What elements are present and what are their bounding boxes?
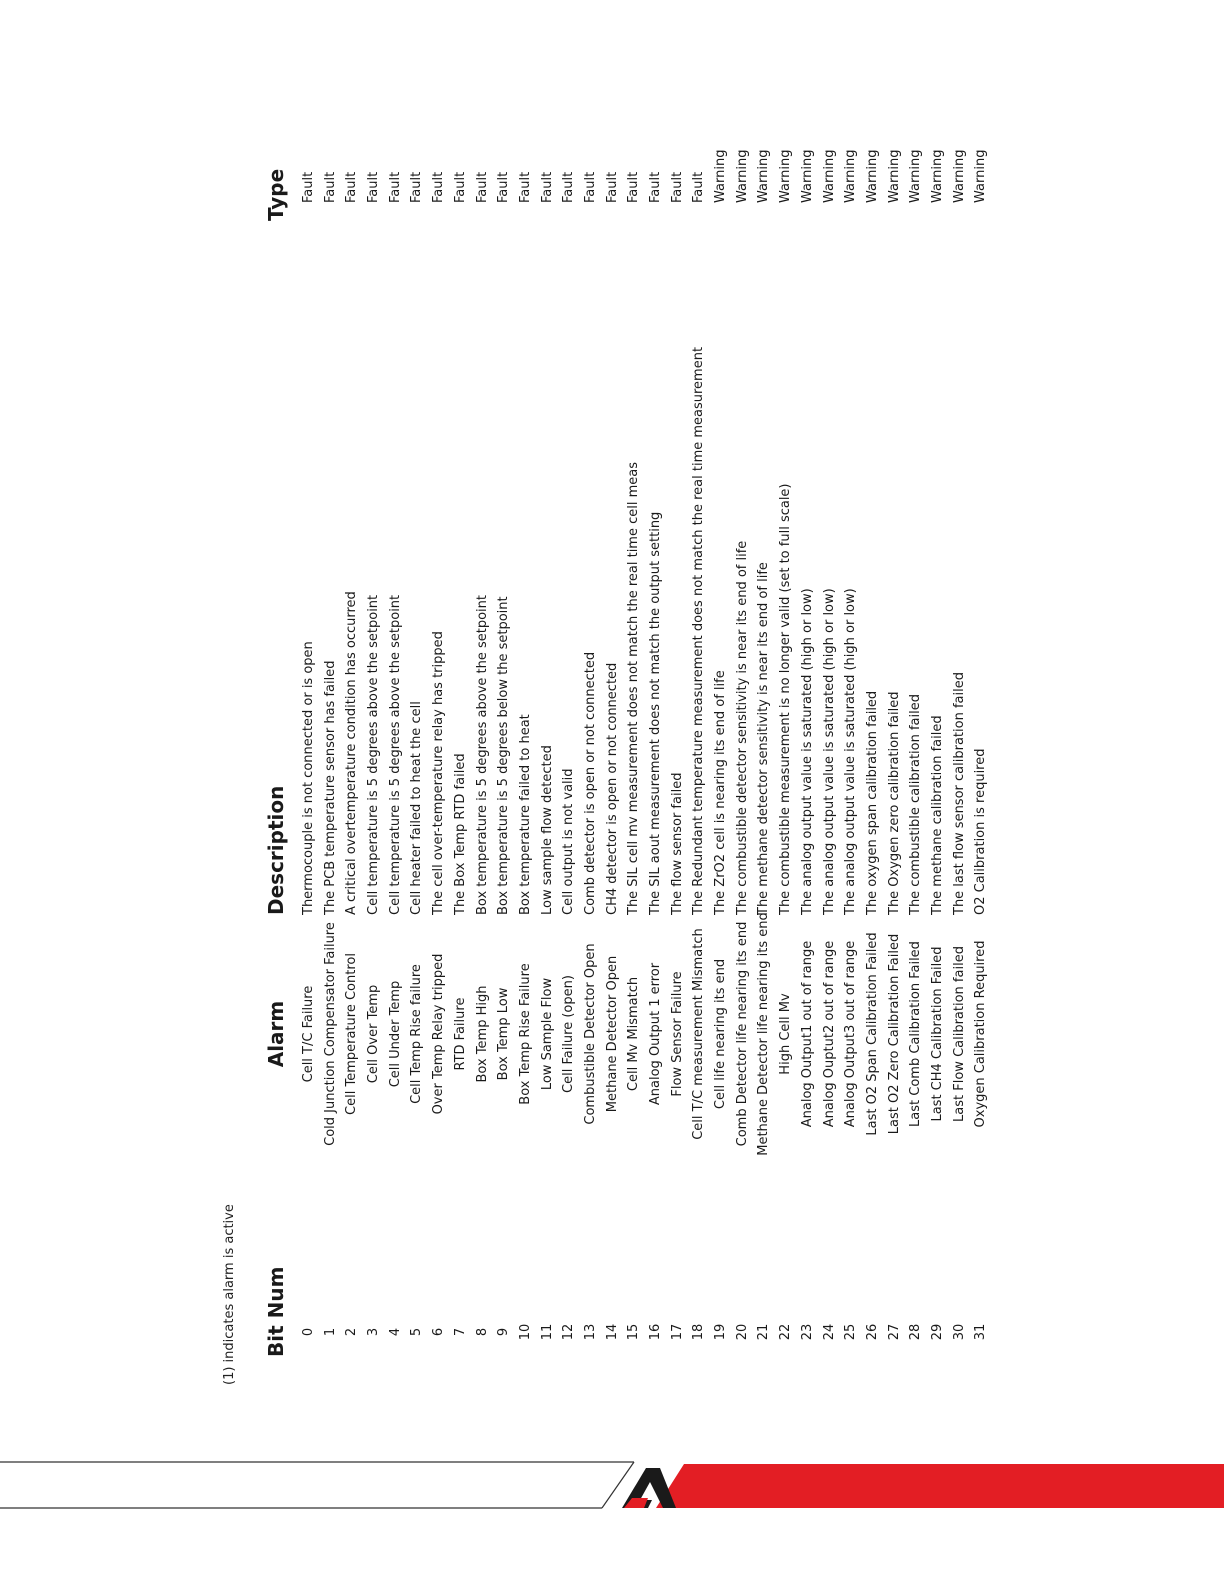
description-cell: Box temperature is 5 degrees above the setpoint <box>474 594 490 915</box>
table-row <box>862 85 884 1385</box>
type-cell: Fault <box>431 171 447 203</box>
bit-num-cell: 16 <box>648 1323 663 1341</box>
table-row <box>406 85 428 1385</box>
description-cell: The combustible calibration failed <box>908 694 924 915</box>
description-cell: Thermocouple is not connected or is open <box>301 641 316 915</box>
table-row <box>385 85 407 1385</box>
bit-num-cell: 6 <box>431 1327 447 1337</box>
type-cell: Fault <box>604 171 620 203</box>
brand-logo-icon <box>622 1468 676 1508</box>
type-cell: Warning <box>799 149 815 203</box>
table-row <box>667 85 689 1385</box>
type-cell: Fault <box>539 171 555 203</box>
type-cell: Warning <box>908 149 924 203</box>
alarm-cell: Oxygen Calibration Required <box>973 940 989 1128</box>
type-cell: Warning <box>951 149 967 203</box>
bit-num-cell: 10 <box>517 1323 533 1341</box>
bit-num-cell: 31 <box>973 1323 989 1341</box>
bit-num-cell: 28 <box>908 1323 924 1341</box>
table-row <box>710 85 732 1385</box>
type-cell: Fault <box>648 171 663 203</box>
bit-num-cell: 13 <box>582 1323 598 1341</box>
alarm-cell: Cell Mv Mismatch <box>626 976 642 1092</box>
table-row <box>515 85 537 1385</box>
bit-num-cell: 24 <box>821 1323 837 1341</box>
alarm-cell: Last O2 Span Calibration Failed <box>864 932 880 1136</box>
description-cell: O2 Calibration is required <box>973 748 989 915</box>
type-cell: Warning <box>843 149 859 203</box>
header-alarm: Alarm <box>264 1000 288 1068</box>
alarm-cell: Cell life nearing its end <box>713 958 729 1110</box>
type-cell: Warning <box>929 149 945 203</box>
table-row <box>819 85 841 1385</box>
type-cell: Fault <box>301 171 316 203</box>
description-cell: The cell over-temperature relay has tripped <box>431 631 447 915</box>
type-cell: Warning <box>886 149 902 203</box>
alarm-cell: High Cell Mv <box>778 993 794 1075</box>
footer-red-band <box>656 1464 1224 1508</box>
description-cell: Comb detector is open or not connected <box>582 651 598 915</box>
type-cell: Fault <box>366 171 382 203</box>
type-cell: Fault <box>387 171 403 203</box>
bit-num-cell: 8 <box>474 1327 490 1337</box>
type-cell: Warning <box>734 149 750 203</box>
alarm-table <box>298 85 992 1385</box>
table-row <box>775 85 797 1385</box>
bit-num-cell: 0 <box>301 1327 316 1337</box>
table-row <box>493 85 515 1385</box>
bit-num-cell: 19 <box>713 1323 729 1341</box>
bit-num-cell: 5 <box>409 1327 425 1337</box>
table-row <box>645 85 667 1385</box>
type-cell: Fault <box>691 171 707 203</box>
alarm-cell: RTD Failure <box>452 997 468 1071</box>
alarm-cell: Cell Under Temp <box>387 980 403 1088</box>
description-cell: The methane detector sensitivity is near its end of life <box>756 562 772 915</box>
alarm-cell: Methane Detector Open <box>604 955 620 1113</box>
bit-num-cell: 20 <box>734 1323 750 1341</box>
table-row <box>753 85 775 1385</box>
bit-num-cell: 17 <box>669 1323 685 1341</box>
type-cell: Warning <box>756 149 772 203</box>
table-row <box>298 85 320 1385</box>
description-cell: CH4 detector is open or not connected <box>604 662 620 915</box>
alarm-active-note: (1) indicates alarm is active <box>222 1204 237 1385</box>
bit-num-cell: 18 <box>691 1323 707 1341</box>
type-cell: Fault <box>322 171 338 203</box>
bit-num-cell: 9 <box>496 1327 512 1337</box>
bit-num-cell: 14 <box>604 1323 620 1341</box>
bit-num-cell: 30 <box>951 1323 967 1341</box>
description-cell: Cell output is not valid <box>561 768 577 915</box>
alarm-cell: Last Flow Calibration failed <box>951 946 967 1122</box>
header-bit-num: Bit Num <box>264 1266 288 1357</box>
description-cell: Cell temperature is 5 degrees above the setpoint <box>387 594 403 915</box>
description-cell: The combustible measurement is no longer valid (set to full scale) <box>778 483 794 915</box>
bit-num-cell: 15 <box>626 1323 642 1341</box>
alarm-cell: Box Temp Rise Failure <box>517 963 533 1105</box>
alarm-cell: Cell T/C measurement Mismatch <box>691 928 707 1140</box>
bit-num-cell: 25 <box>843 1323 859 1341</box>
table-row <box>970 85 992 1385</box>
alarm-cell: Low Sample Flow <box>539 977 555 1091</box>
description-cell: The analog output value is saturated (high or low) <box>843 588 859 915</box>
alarm-cell: Analog Output 1 error <box>648 962 663 1106</box>
alarm-cell: Combustible Detector Open <box>582 943 598 1125</box>
bit-num-cell: 27 <box>886 1323 902 1341</box>
table-row <box>688 85 710 1385</box>
description-cell: The ZrO2 cell is nearing its end of life <box>713 670 729 915</box>
type-cell: Fault <box>344 171 360 203</box>
description-cell: The Oxygen zero calibration failed <box>886 691 902 915</box>
type-cell: Fault <box>669 171 685 203</box>
description-cell: The SIL cell mv measurement does not match the real time cell meas <box>626 461 642 915</box>
description-cell: The analog output value is saturated (high or low) <box>821 588 837 915</box>
type-cell: Fault <box>452 171 468 203</box>
table-row <box>732 85 754 1385</box>
table-row <box>320 85 342 1385</box>
table-row <box>884 85 906 1385</box>
alarm-cell: Cell Temperature Control <box>344 953 360 1115</box>
alarm-cell: Cell Failure (open) <box>561 975 577 1093</box>
bit-num-cell: 4 <box>387 1327 403 1337</box>
description-cell: The analog output value is saturated (high or low) <box>799 588 815 915</box>
header-description: Description <box>264 785 288 915</box>
bit-num-cell: 11 <box>539 1323 555 1341</box>
type-cell: Warning <box>864 149 880 203</box>
alarm-cell: Over Temp Relay tripped <box>431 953 447 1115</box>
alarm-cell: Analog Output3 out of range <box>843 940 859 1128</box>
alarm-cell: Analog Ouptut2 out of range <box>821 940 837 1128</box>
description-cell: Cell temperature is 5 degrees above the setpoint <box>366 594 382 915</box>
description-cell: The PCB temperature sensor has failed <box>322 660 338 915</box>
alarm-cell: Analog Output1 out of range <box>799 940 815 1128</box>
type-cell: Fault <box>561 171 577 203</box>
alarm-cell: Flow Sensor Failure <box>669 971 685 1097</box>
bit-num-cell: 7 <box>452 1327 468 1337</box>
table-row <box>363 85 385 1385</box>
alarm-cell: Comb Detector life nearing its end <box>734 921 750 1147</box>
bit-num-cell: 26 <box>864 1323 880 1341</box>
description-cell: The oxygen span calibration failed <box>864 690 880 915</box>
type-cell: Warning <box>778 149 794 203</box>
alarm-cell: Last O2 Zero Calibration Failed <box>886 933 902 1135</box>
description-cell: The SIL aout measurement does not match the output setting <box>648 511 663 915</box>
description-cell: The flow sensor failed <box>669 772 685 915</box>
description-cell: A critical overtemperature condition has occurred <box>344 591 360 915</box>
table-row <box>428 85 450 1385</box>
footer-band <box>0 1460 1224 1520</box>
bit-num-cell: 12 <box>561 1323 577 1341</box>
table-row <box>580 85 602 1385</box>
table-row <box>558 85 580 1385</box>
bit-num-cell: 29 <box>929 1323 945 1341</box>
table-row <box>797 85 819 1385</box>
table-row <box>602 85 624 1385</box>
bit-num-cell: 3 <box>366 1327 382 1337</box>
description-cell: Box temperature is 5 degrees below the setpoint <box>496 596 512 915</box>
bit-num-cell: 22 <box>778 1323 794 1341</box>
type-cell: Fault <box>626 171 642 203</box>
alarm-cell: Cell Temp Rise failure <box>409 964 425 1104</box>
type-cell: Fault <box>409 171 425 203</box>
alarm-cell: Cold Junction Compensator Failure <box>322 922 338 1146</box>
type-cell: Warning <box>821 149 837 203</box>
type-cell: Fault <box>582 171 598 203</box>
table-row <box>840 85 862 1385</box>
table-row <box>472 85 494 1385</box>
table-row <box>537 85 559 1385</box>
alarm-cell: Box Temp Low <box>496 987 512 1081</box>
type-cell: Warning <box>973 149 989 203</box>
alarm-cell: Methane Detector life nearing its end <box>756 912 772 1156</box>
alarm-cell: Last CH4 Calibration Failed <box>929 946 945 1122</box>
table-row <box>341 85 363 1385</box>
alarm-cell: Last Comb Calibration Failed <box>908 941 924 1127</box>
bit-num-cell: 1 <box>322 1327 338 1337</box>
description-cell: Box temperature failed to heat <box>517 714 533 915</box>
type-cell: Fault <box>474 171 490 203</box>
table-row <box>450 85 472 1385</box>
bit-num-cell: 2 <box>344 1327 360 1337</box>
table-row <box>949 85 971 1385</box>
bit-num-cell: 23 <box>799 1323 815 1341</box>
description-cell: The Box Temp RTD failed <box>452 753 468 915</box>
description-cell: Low sample flow detected <box>539 745 555 915</box>
alarm-cell: Cell T/C Failure <box>301 985 316 1083</box>
alarm-cell: Cell Over Temp <box>366 984 382 1084</box>
description-cell: Cell heater failed to heat the cell <box>409 701 425 915</box>
bit-num-cell: 21 <box>756 1323 772 1341</box>
alarm-cell: Box Temp High <box>474 985 490 1083</box>
description-cell: The combustible detector sensitivity is near its end of life <box>734 540 750 915</box>
type-cell: Fault <box>517 171 533 203</box>
table-row <box>623 85 645 1385</box>
header-type: Type <box>264 168 288 221</box>
type-cell: Warning <box>713 149 729 203</box>
description-cell: The methane calibration failed <box>929 715 945 915</box>
rotated-page-content <box>220 85 1000 1385</box>
description-cell: The Redundant temperature measurement does not match the real time measurement <box>691 346 707 915</box>
description-cell: The last flow sensor calibration failed <box>951 672 967 915</box>
table-row <box>927 85 949 1385</box>
table-row <box>905 85 927 1385</box>
type-cell: Fault <box>496 171 512 203</box>
